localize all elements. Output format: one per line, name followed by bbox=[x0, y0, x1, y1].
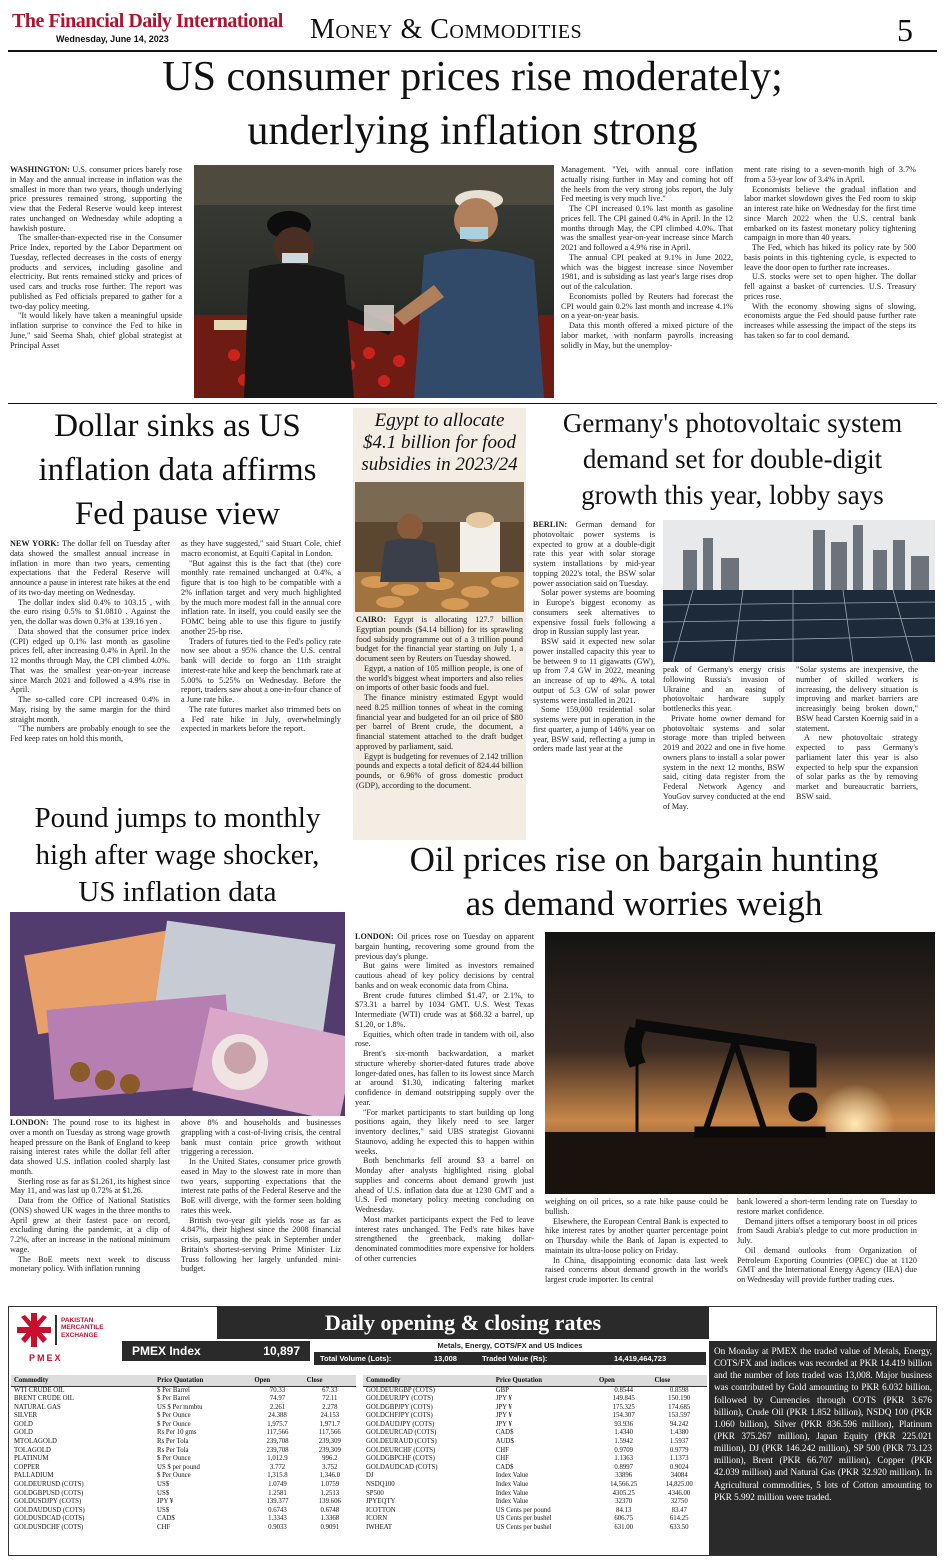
rates-subheader: Metals, Energy, COTS/FX and US Indices bbox=[437, 1341, 583, 1350]
volume-label: Total Volume (Lots): bbox=[320, 1354, 392, 1363]
table-row bbox=[11, 1507, 356, 1516]
paragraph: as they have suggested," said Stuart Cole, chief macro economist, at Equiti Capital in London. bbox=[181, 539, 341, 558]
cell-commodity: GOLDAUDCAD (COTS) bbox=[366, 1463, 438, 1471]
table-row bbox=[363, 1472, 707, 1481]
cell-open: 606.75 bbox=[614, 1515, 634, 1523]
table-row bbox=[363, 1412, 707, 1421]
table-row bbox=[11, 1481, 356, 1490]
cell-close: 614.25 bbox=[669, 1515, 689, 1523]
volume-value: 13,008 bbox=[434, 1354, 457, 1363]
paragraph: The dollar index slid 0.4% to 103.15 , with the euro rising 0.5% to $1.0810 . Against the yen, the dollar was down 0.3% at 139.16 yen . bbox=[10, 597, 170, 626]
paragraph: Sterling rose as far as $1.261, its highest since May 11, and was last up 0.72% at $1.26. bbox=[10, 1176, 170, 1196]
dateline: BERLIN: bbox=[533, 520, 568, 529]
table-row bbox=[11, 1438, 356, 1447]
cell-close: 139.606 bbox=[318, 1498, 341, 1506]
cell-price-quotation: CAD$ bbox=[157, 1515, 175, 1523]
page-number: 5 bbox=[897, 12, 913, 48]
table-row bbox=[11, 1386, 356, 1395]
cell-commodity: IWHEAT bbox=[366, 1524, 393, 1531]
table-row bbox=[363, 1395, 707, 1404]
dateline: CAIRO: bbox=[356, 615, 387, 624]
cpi-headline-line-2: underlying inflation strong bbox=[247, 108, 698, 154]
cell-open: 1.1363 bbox=[614, 1455, 634, 1463]
oil-pumpjack-photo bbox=[545, 932, 935, 1194]
cell-price-quotation: AUD$ bbox=[495, 1438, 514, 1446]
cell-price-quotation: Rs Per Tola bbox=[157, 1446, 189, 1454]
cell-commodity: GOLDUSDCHF (COTS) bbox=[14, 1524, 84, 1531]
paragraph: U.S. consumer prices barely rose in May and the annual increase in inflation was the smallest in more than two years, though underlying price pressures remained strong, supporting the view that the Federal Reserve would keep interest rates unchanged on Wednesday while adopting a hawkish posture. bbox=[10, 165, 182, 233]
cell-price-quotation: GBP bbox=[495, 1386, 509, 1394]
cell-price-quotation: $ Per Ounce bbox=[157, 1412, 191, 1420]
cell-commodity: DJ bbox=[366, 1472, 374, 1480]
cell-open: 84.13 bbox=[616, 1506, 632, 1514]
paragraph: weighing on oil prices, so a rate hike pause could be bullish. bbox=[545, 1197, 728, 1216]
header-price-quotation: Price Quotation bbox=[493, 1375, 596, 1386]
cell-price-quotation: JPY ¥ bbox=[157, 1498, 174, 1506]
cpi-column-1 bbox=[10, 165, 182, 400]
paragraph: Data this month offered a mixed picture of the labor market, with nonfarm payrolls increasing solidly in May, but the unemploy- bbox=[561, 321, 733, 350]
cell-close: 0.8598 bbox=[669, 1386, 689, 1394]
cell-price-quotation: $ Per Barrel bbox=[157, 1395, 190, 1403]
newspaper-name: The Financial Daily International bbox=[12, 10, 283, 32]
paragraph: Economists polled by Reuters had forecast the CPI would gain 0.2% last month and increase 4.1% on a year-on-year basis. bbox=[561, 291, 733, 321]
paragraph: In the United States, consumer price growth eased in May to the slowest rate in more than two years, supporting expectations that the interest rate paths of the Federal Reserve and the BoE will diverge, with the former seen holding rates this week. bbox=[181, 1157, 341, 1215]
cell-open: 32370 bbox=[615, 1498, 633, 1506]
logo-abbr: PMEX bbox=[29, 1353, 63, 1363]
cell-price-quotation: US$ bbox=[157, 1489, 170, 1497]
table-row bbox=[11, 1455, 356, 1464]
cell-commodity: NATURAL GAS bbox=[14, 1403, 61, 1411]
cell-close: 239,309 bbox=[318, 1446, 341, 1454]
paragraph: But gains were limited as investors remained cautious ahead of key policy decisions by central banks and on weak economic data from China. bbox=[355, 961, 534, 990]
germany-headline-line-3: growth this year, lobby says bbox=[581, 480, 884, 510]
oil-headline-line-1: Oil prices rise on bargain hunting bbox=[409, 840, 879, 879]
paragraph: Oil prices rose on Tuesday on apparent bargain hunting, recovering some ground from the previous day's plunge. bbox=[355, 932, 534, 961]
cell-open: 74.97 bbox=[269, 1395, 286, 1403]
cell-commodity: GOLDAUDUSD (COTS) bbox=[14, 1506, 85, 1514]
cell-close: 3.752 bbox=[322, 1463, 338, 1471]
paragraph: Demand jitters offset a temporary boost in oil prices from Saudi Arabia's pledge to cut more production in July. bbox=[737, 1216, 917, 1245]
cell-close: 32750 bbox=[670, 1498, 688, 1506]
paragraph: The Fed, which has hiked its policy rate by 500 basis points in this tightening cycle, is expected to leave the door open to further rate increases. bbox=[744, 243, 916, 272]
table-row bbox=[11, 1429, 356, 1438]
cell-close: 94.242 bbox=[669, 1420, 689, 1428]
pound-column-2 bbox=[181, 1118, 341, 1300]
cell-price-quotation: JPY ¥ bbox=[495, 1395, 512, 1403]
cell-close: 633.50 bbox=[669, 1524, 689, 1531]
cell-commodity: GOLDEURGBP (COTS) bbox=[366, 1386, 436, 1394]
cell-price-quotation: Index Value bbox=[495, 1498, 529, 1506]
germany-column-1 bbox=[533, 520, 655, 832]
issue-date: Wednesday, June 14, 2023 bbox=[56, 34, 169, 44]
commodity-table-left bbox=[11, 1375, 356, 1533]
paragraph: Egypt is allocating 127.7 billion Egyptian pounds ($4.14 billion) for its sprawling food subsidy programme out of a 3 trillion pound budget for the financial year starting on July 1, a document seen by Reuters on Tuesday showed. bbox=[356, 615, 523, 663]
cell-close: 1,346.0 bbox=[319, 1472, 341, 1480]
paragraph: With the economy showing signs of slowing, economists argue the Fed should pause further rate increases while assessing the impact of the steps its has taken so far to cool demand. bbox=[744, 301, 916, 340]
cell-close: 174.685 bbox=[668, 1403, 691, 1411]
rates-title: Daily opening & closing rates bbox=[217, 1307, 709, 1339]
header-open: Open bbox=[251, 1375, 303, 1386]
header-close: Close bbox=[651, 1375, 707, 1386]
table-row bbox=[363, 1438, 707, 1447]
cell-open: 0.9033 bbox=[268, 1524, 287, 1531]
table-row bbox=[363, 1421, 707, 1430]
cell-commodity: ICOTTON bbox=[366, 1506, 396, 1514]
cell-close: 1.5937 bbox=[669, 1438, 689, 1446]
paragraph: Elsewhere, the European Central Bank is expected to hike interest rates by another quarter percentage point on Thursday while the Bank of Japan is expected to maintain its ultra-loose policy on Friday. bbox=[545, 1216, 728, 1255]
cell-close: 996.2 bbox=[322, 1455, 338, 1463]
table-header-row bbox=[11, 1375, 356, 1386]
traded-label: Traded Value (Rs): bbox=[482, 1354, 548, 1363]
cell-commodity: GOLDEURUSD (COTS) bbox=[14, 1481, 84, 1489]
cell-open: 1,012.9 bbox=[267, 1455, 288, 1463]
dollar-column-2 bbox=[181, 539, 341, 794]
cell-open: 4305.25 bbox=[612, 1489, 635, 1497]
paragraph: The CPI increased 0.1% last month as gasoline prices fell. The CPI gained 0.4% in April. In the 12 months through May, the CPI climbed 4.0%. That was the smallest year-on-year increase since March 2021 and followed a 4.9% rise in April. bbox=[561, 204, 733, 252]
germany-headline-line-2: demand set for double-digit bbox=[582, 444, 883, 474]
paragraph: The finance ministry estimated Egypt would need 8.25 million tonnes of wheat in the coming financial year and budgeted for an oil price of $80 per barrel of Brent crude, the document, a financial statement attached to the draft budget approved by parliament, said. bbox=[356, 693, 523, 751]
cell-commodity: SILVER bbox=[14, 1412, 38, 1420]
cell-open: 0.6743 bbox=[268, 1506, 287, 1514]
cell-price-quotation: US $ Per mmbtu bbox=[157, 1403, 203, 1411]
pound-headline-line-3: US inflation data bbox=[78, 876, 277, 908]
traded-value: 14,419,464,723 bbox=[614, 1354, 667, 1363]
market-summary-note: On Monday at PMEX the traded value of Metals, Energy, COTS/FX and indices was recorded at PKR 14.419 billion and the number of lots traded was 13,008. Major business was contributed by Gold amounting to PKR 6.032 billion, followed by Currencies through COTS (PKR 3.676 billion), Crude Oil (PKR 1.852 billion), NSDQ 100 (PKR 1.060 billion), Silver (PKR 836.596 million), Platinum (PKR 375.267 million), Japan Equity (PKR 225.021 million), DJ (PKR 146.242 million), SP 500 (PKR 73.123 million), Brent (PKR 66.707 million), Copper (PKR 42.039 million) and Natural Gas (PKR 32.920 million). In Agricultural commodities, 5 lots of Cotton amounting to PKR 5.992 million were traded. bbox=[709, 1341, 937, 1555]
cell-commodity: GOLDAUDJPY (COTS) bbox=[366, 1420, 435, 1428]
cell-open: 175.325 bbox=[612, 1403, 635, 1411]
cell-close: 0.6748 bbox=[320, 1506, 340, 1514]
paragraph: Equities, which often trade in tandem with oil, also rose. bbox=[355, 1029, 534, 1049]
cell-commodity: GOLDGBPJPY (COTS) bbox=[366, 1403, 433, 1411]
cell-close: 72.11 bbox=[322, 1395, 338, 1403]
dateline: LONDON: bbox=[355, 932, 394, 941]
cell-open: 1,315.8 bbox=[267, 1472, 288, 1480]
cell-close: 0.9779 bbox=[669, 1446, 689, 1454]
cell-commodity: GOLDEURCHF (COTS) bbox=[366, 1446, 436, 1454]
paragraph: The BoE meets next week to discuss monetary policy. With inflation running bbox=[10, 1254, 170, 1274]
cell-commodity: TOLAGOLD bbox=[14, 1446, 51, 1454]
cell-close: 153.597 bbox=[668, 1412, 691, 1420]
cell-commodity: GOLDEURAUD (COTS) bbox=[366, 1438, 437, 1446]
table-header-row bbox=[363, 1375, 707, 1386]
cell-commodity: WTI CRUDE OIL bbox=[14, 1386, 65, 1394]
table-row bbox=[363, 1447, 707, 1456]
cell-close: 34084 bbox=[670, 1472, 688, 1480]
cell-close: 1.0759 bbox=[320, 1481, 340, 1489]
paragraph: U.S. stocks were set to open higher. The dollar fell against a basket of currencies. U.S. Treasury prices rose. bbox=[744, 272, 916, 301]
paragraph: In China, disappointing economic data last week raised concerns about demand growth in the world's largest crude importer. Its central bbox=[545, 1255, 728, 1284]
market-vendor-photo bbox=[194, 165, 554, 398]
cell-close: 2.278 bbox=[322, 1403, 338, 1411]
table-row bbox=[363, 1429, 707, 1438]
dateline: NEW YORK: bbox=[10, 539, 60, 548]
paragraph: "It would likely have taken a meaningful upside inflation surprise to convince the Fed to hike in June," said Seema Shah, chief global strategist at Principal Asset bbox=[10, 311, 182, 350]
cell-close: 1,971.7 bbox=[319, 1420, 341, 1428]
cell-close: 0.9091 bbox=[320, 1524, 340, 1531]
cell-open: 24.388 bbox=[268, 1412, 287, 1420]
cell-open: 1.4340 bbox=[614, 1429, 634, 1437]
egypt-body bbox=[356, 615, 523, 837]
cell-price-quotation: $ Per Barrel bbox=[157, 1386, 190, 1394]
index-value: 10,897 bbox=[263, 1344, 300, 1358]
cell-close: 1.1373 bbox=[669, 1455, 689, 1463]
cell-commodity: GOLD bbox=[14, 1420, 33, 1428]
cell-price-quotation: US Cents per bushel bbox=[495, 1515, 552, 1523]
header-price-quotation: Price Quotation bbox=[154, 1375, 251, 1386]
table-row bbox=[11, 1524, 356, 1533]
index-label: PMEX Index bbox=[132, 1344, 201, 1358]
oil-headline-line-2: as demand worries weigh bbox=[465, 884, 823, 923]
table-row bbox=[11, 1421, 356, 1430]
cell-commodity: GOLDGBPUSD (COTS) bbox=[14, 1489, 84, 1497]
cell-commodity: SP500 bbox=[366, 1489, 384, 1497]
table-row bbox=[363, 1498, 707, 1507]
masthead-rule bbox=[8, 50, 937, 52]
table-row bbox=[11, 1447, 356, 1456]
table-row bbox=[11, 1472, 356, 1481]
pmex-logo bbox=[9, 1307, 122, 1373]
paragraph: Data showed that the consumer price index (CPI) edged up 0.1% last month as gasoline prices fell, after increasing 0.4% in April. In the 12 months through May, the CPI climbed 4.0%. That was the smallest year-on-year increase since March 2021 and followed a 4.9% rise in April. bbox=[10, 626, 170, 695]
table-row bbox=[11, 1515, 356, 1524]
paragraph: Solar power systems are booming in Europe's biggest economy as consumers seek alternatives to expensive fossil fuels following a drop in Russian supply last year. bbox=[533, 588, 655, 637]
oil-column-3 bbox=[737, 1197, 917, 1300]
cpi-headline-line-1: US consumer prices rise moderately; bbox=[162, 54, 783, 100]
cell-open: 93.936 bbox=[614, 1420, 634, 1428]
dollar-headline-line-2: inflation data affirms bbox=[38, 452, 317, 488]
cell-price-quotation: US Cents per pound bbox=[495, 1506, 551, 1514]
table-row bbox=[363, 1490, 707, 1499]
paragraph: The rate futures market also trimmed bets on a Fed rate hike in July, overwhelmingly expected in markets before the report. bbox=[181, 704, 341, 734]
paragraph: Both benchmarks fell around $3 a barrel on Monday after analysts highlighted rising global supplies and concerns about demand growth just ahead of U.S. inflation data due at 1230 GMT and a U.S. Fed monetary policy meeting concluding on Wednesday. bbox=[355, 1156, 534, 1214]
cell-commodity: GOLDEURCAD (COTS) bbox=[366, 1429, 437, 1437]
paragraph: "Solar systems are inexpensive, the number of skilled workers is increasing, the delivery situation is improving and market barriers are increasingly being broken down," BSW head Carsten Koernig said in a statement. bbox=[796, 665, 918, 733]
table-row bbox=[363, 1404, 707, 1413]
table-row bbox=[363, 1386, 707, 1395]
cell-price-quotation: Index Value bbox=[495, 1481, 529, 1489]
cell-close: 14,825.00 bbox=[665, 1481, 693, 1489]
cell-price-quotation: $ Per Ounce bbox=[157, 1420, 191, 1428]
paragraph: Some 159,000 residential solar systems were put in operation in the first quarter, a jump of 146% year on year, BSW said, reflecting a jump in orders made last year at the bbox=[533, 705, 655, 754]
table-row bbox=[363, 1515, 707, 1524]
table-row bbox=[11, 1464, 356, 1473]
cell-open: 1.2581 bbox=[268, 1489, 287, 1497]
paragraph: "For market participants to start building up long positions again, they likely need to see larger inventory declines," said UBS strategist Giovanni Staunovo, adding he expected this to happen within weeks. bbox=[355, 1107, 534, 1156]
cell-commodity: GOLDGBPCHF (COTS) bbox=[366, 1455, 435, 1463]
cell-close: 150.190 bbox=[668, 1395, 691, 1403]
paragraph: peak of Germany's energy crisis following Russia's invasion of Ukraine and an easing of photovoltaic hardware supply bottlenecks this year. bbox=[663, 665, 785, 713]
cell-commodity: NSDQ100 bbox=[366, 1481, 395, 1489]
cell-commodity: GOLDUSDCAD (COTS) bbox=[14, 1515, 85, 1523]
cell-open: 2.261 bbox=[269, 1403, 286, 1411]
cell-close: 1.2513 bbox=[320, 1489, 340, 1497]
cell-close: 1.3368 bbox=[320, 1515, 340, 1523]
cell-commodity: ICORN bbox=[366, 1515, 388, 1523]
paragraph: British two-year gilt yields rose as far as 4.847%, their highest since the 2008 financial crisis, surpassing the peak in September under Britain's shortest-serving Prime Minister Liz Truss following her largely unfunded mini-budget. bbox=[181, 1215, 341, 1274]
cell-open: 154.307 bbox=[612, 1412, 635, 1420]
cell-close: 67.33 bbox=[322, 1386, 338, 1394]
cell-close: 239,309 bbox=[318, 1438, 341, 1446]
paragraph: BSW said it expected new solar power installed capacity this year to be between 9 to 11 gigawatts (GW), up from 7.4 GW in 2022, meaning an increase of up to 49%. A total output of 5.3 GW of solar power systems were installed in 2021. bbox=[533, 637, 655, 705]
cell-open: 33896 bbox=[615, 1472, 633, 1480]
paragraph: "But against this is the fact that (the) core monthly rate remained unchanged at 0.4%, a figure that is too high to be compatible with a 2% inflation target and very much highlighted by the much more modest fall in the annual core inflation rate. In itself, you could easily see the FOMC being able to use this figure to justify another 25-bp rise. bbox=[181, 558, 341, 636]
cell-price-quotation: Index Value bbox=[495, 1472, 529, 1480]
cell-close: 0.9024 bbox=[669, 1463, 689, 1471]
cell-commodity: GOLDCHFJPY (COTS) bbox=[366, 1412, 433, 1420]
header-close: Close bbox=[304, 1375, 356, 1386]
cpi-column-2 bbox=[561, 165, 733, 400]
oil-column-1 bbox=[355, 932, 534, 1300]
table-row bbox=[11, 1395, 356, 1404]
solar-panels-photo bbox=[663, 520, 935, 662]
cell-open: 3.772 bbox=[269, 1463, 286, 1471]
table-row bbox=[363, 1464, 707, 1473]
cell-open: 1,975.7 bbox=[267, 1420, 288, 1428]
cell-price-quotation: Rs Per Tola bbox=[157, 1438, 189, 1446]
cell-price-quotation: $ Per Ounce bbox=[157, 1455, 191, 1463]
oil-column-2 bbox=[545, 1197, 728, 1300]
cell-close: 117,566 bbox=[318, 1429, 341, 1437]
dateline: LONDON: bbox=[10, 1118, 49, 1127]
table-row bbox=[363, 1481, 707, 1490]
paragraph: The so-called core CPI increased 0.4% in May, rising by the same margin for the third straight month. bbox=[10, 695, 170, 724]
cell-commodity: COPPER bbox=[14, 1463, 40, 1471]
cell-open: 631.00 bbox=[614, 1524, 634, 1531]
pound-column-1 bbox=[10, 1118, 170, 1300]
paragraph: Economists believe the gradual inflation and labor market slowdown gives the Fed room to skip an interest rate hike on Wednesday for the first time since March 2022 when the U.S. central bank embarked on its fastest monetary policy tightening campaign in more than 40 years. bbox=[744, 184, 916, 243]
cell-price-quotation: JPY ¥ bbox=[495, 1420, 512, 1428]
table-row bbox=[11, 1498, 356, 1507]
cell-open: 239,708 bbox=[266, 1438, 289, 1446]
cell-open: 70.33 bbox=[269, 1386, 286, 1394]
cell-commodity: GOLDEURJPY (COTS) bbox=[366, 1395, 434, 1403]
cell-close: 4346.00 bbox=[668, 1489, 691, 1497]
pmex-index-bar bbox=[122, 1341, 310, 1361]
cell-commodity: PLATINUM bbox=[14, 1455, 49, 1463]
paragraph: German demand for photovoltaic power systems is expected to grow at a double-digit rate this year with solar storage system installations by mid-year topping 2022's total, the BSW solar power association said on Tuesday. bbox=[533, 520, 655, 588]
paragraph: above 8% and households and businesses grappling with a cost-of-living crisis, the central bank must contain price growth without triggering a recession. bbox=[181, 1118, 341, 1157]
paragraph: A new photovoltaic strategy expected to pass Germany's parliament later this year is also expected to help spur the expansion of solar parks as the by removing market and bureaucratic barriers, BSW said. bbox=[796, 733, 918, 801]
dollar-headline-line-3: Fed pause view bbox=[74, 496, 281, 532]
paragraph: Brent crude futures climbed $1.47, or 2.1%, to $73.31 a barrel by 1034 GMT. U.S. West Texas Intermediate (WTI) crude was at $68.32 a barrel, up $1.20, or 1.8%. bbox=[355, 990, 534, 1029]
cell-price-quotation: CAD$ bbox=[495, 1463, 514, 1471]
paragraph: Traders of futures tied to the Fed's policy rate now see about a 95% chance the U.S. central bank will decide to forgo an 11th straight interest-rate hike and keep the benchmark rate at 5.00% to 5.25% on Wednesday. Before the report, traders saw about a one-in-four chance of a June rate hike. bbox=[181, 636, 341, 704]
germany-column-2 bbox=[663, 665, 785, 832]
cell-commodity: GOLDUSDJPY (COTS) bbox=[14, 1498, 82, 1506]
paragraph: Egypt is budgeting for revenues of 2.142 trillion pounds and expects a total deficit of 824.44 billion pounds, or 6.96% of gross domestic product (GDP), according to the document. bbox=[356, 751, 523, 790]
paragraph: Private home owner demand for photovoltaic systems and solar storage more than tripled between 2019 and 2022 and one in five home owners plans to install a solar power system in the next 12 months, BSW said, citing data register from the Federal Network Agency and YouGov survey conducted at the end of May. bbox=[663, 713, 785, 811]
paragraph: ment rate rising to a seven-month high of 3.7% from a 53-year low of 3.4% in April. bbox=[744, 165, 916, 184]
cpi-column-3 bbox=[744, 165, 916, 400]
cell-commodity: GOLD bbox=[14, 1429, 33, 1437]
paragraph: The annual CPI peaked at 9.1% in June 2022, which was the biggest increase since November 1981, and is subsiding as last year's large rises drop out of the calculation. bbox=[561, 252, 733, 291]
cell-open: 1.0749 bbox=[268, 1481, 287, 1489]
cell-open: 117,566 bbox=[266, 1429, 289, 1437]
cell-open: 139.377 bbox=[266, 1498, 289, 1506]
cell-open: 149.845 bbox=[612, 1395, 635, 1403]
cell-open: 0.8544 bbox=[614, 1386, 634, 1394]
table-row bbox=[11, 1412, 356, 1421]
paragraph: bank lowered a short-term lending rate on Tuesday to restore market confidence. bbox=[737, 1197, 917, 1216]
cell-price-quotation: $ Per Ounce bbox=[157, 1472, 191, 1480]
cell-price-quotation: JPY ¥ bbox=[495, 1403, 512, 1411]
paragraph: Brent's six-month backwardation, a market structure whereby shorter-dated futures trade above longer-dated ones, has fallen to its lowest since March at around $1.30, indicating faltering market confidence in demand outstripping supply over the year. bbox=[355, 1049, 534, 1107]
cell-open: 1.3343 bbox=[268, 1515, 287, 1523]
header-commodity: Commodity bbox=[11, 1375, 154, 1386]
cell-commodity: PALLADIUM bbox=[14, 1472, 54, 1480]
paragraph: Management. "Yet, with annual core inflation actually rising further in May and coming hot off the heels from the very strong jobs report, the July Fed meeting is very much live." bbox=[561, 165, 733, 204]
logo-text: PAKISTAN MERCANTILE EXCHANGE bbox=[61, 1317, 104, 1339]
volume-bar bbox=[314, 1352, 706, 1365]
bread-vendor-photo bbox=[355, 482, 524, 612]
header-open: Open bbox=[596, 1375, 652, 1386]
cell-price-quotation: JPY ¥ bbox=[495, 1412, 512, 1420]
cell-price-quotation: US$ bbox=[157, 1506, 170, 1514]
paragraph: The dollar fell on Tuesday after data showed the smallest annual increase in inflation in more than two years, cementing expectations that the Federal Reserve will announce a pause in interest rate hikes at the end of its two-day meeting on Wednesday. bbox=[10, 539, 171, 597]
table-row bbox=[363, 1455, 707, 1464]
cell-close: 83.47 bbox=[671, 1506, 687, 1514]
cell-price-quotation: US $ per pound bbox=[157, 1463, 200, 1471]
cell-open: 0.8997 bbox=[614, 1463, 634, 1471]
cell-open: 14,566.25 bbox=[610, 1481, 638, 1489]
cell-open: 0.9709 bbox=[614, 1446, 634, 1454]
pound-headline-line-1: Pound jumps to monthly bbox=[34, 802, 321, 834]
header-commodity: Commodity bbox=[363, 1375, 493, 1386]
paragraph: Data from the Office of National Statistics (ONS) showed UK wages in the three months to April grew at their fastest pace on record, excluding during the pandemic, at a clip of 7.2%, after an increase in the national minimum wage. bbox=[10, 1196, 170, 1254]
cell-open: 1.5942 bbox=[614, 1438, 634, 1446]
cell-price-quotation: Index Value bbox=[495, 1489, 529, 1497]
table-row bbox=[363, 1507, 707, 1516]
germany-column-3 bbox=[796, 665, 918, 832]
rates-panel bbox=[8, 1306, 937, 1556]
commodity-table-right bbox=[363, 1375, 707, 1533]
egypt-headline: Egypt to allocate $4.1 billion for food subsidies in 2023/24 bbox=[361, 410, 518, 475]
cell-price-quotation: US Cents per bushel bbox=[495, 1524, 552, 1531]
banknotes-photo bbox=[10, 912, 345, 1116]
cell-close: 24.153 bbox=[320, 1412, 340, 1420]
paragraph: Oil demand outlooks from Organization of Petroleum Exporting Countries (OPEC) due at 1120 GMT and the International Energy Agency (IEA) due on Wednesday will provide further trading cues. bbox=[737, 1245, 917, 1284]
cell-price-quotation: CHF bbox=[157, 1524, 171, 1531]
dollar-column-1 bbox=[10, 539, 170, 794]
paragraph: The smaller-than-expected rise in the Consumer Price Index, reported by the Labor Department on Tuesday, reflected decreases in the costs of energy products and services, including gasoline and electricity. But rents remained sticky and prices of used cars and trucks rose further. The report was published as Fed officials prepared to gather for a two-day policy meeting. bbox=[10, 233, 182, 311]
paragraph: Most market participants expect the Fed to leave interest rates unchanged. The Fed's rate hikes have strengthened the greenback, making dollar-denominated commodities more expensive for holders of other currencies bbox=[355, 1214, 534, 1263]
pound-headline-line-2: high after wage shocker, bbox=[35, 839, 320, 871]
germany-headline-line-1: Germany's photovoltaic system bbox=[562, 408, 903, 438]
cell-price-quotation: US$ bbox=[157, 1481, 170, 1489]
cell-close: 1.4380 bbox=[669, 1429, 689, 1437]
table-row bbox=[11, 1404, 356, 1413]
cell-price-quotation: CHF bbox=[495, 1446, 509, 1454]
cell-price-quotation: CHF bbox=[495, 1455, 509, 1463]
cell-commodity: BRENT CRUDE OIL bbox=[14, 1395, 74, 1403]
section-title: Money & Commodities bbox=[310, 14, 583, 45]
dateline: WASHINGTON: bbox=[10, 165, 70, 174]
cell-price-quotation: Rs Per 10 gms bbox=[157, 1429, 197, 1437]
dollar-headline-line-1: Dollar sinks as US bbox=[54, 408, 301, 444]
cell-open: 239,708 bbox=[266, 1446, 289, 1454]
paragraph: "The numbers are probably enough to see the Fed keep rates on hold this month, bbox=[10, 724, 170, 743]
cell-commodity: MTOLAGOLD bbox=[14, 1438, 57, 1446]
paragraph: The pound rose to its highest in over a month on Tuesday as strong wage growth heaped pressure on the Bank of England to keep raising interest rates while the dollar fell after data showed U.S. inflation cooled sharply last month. bbox=[10, 1118, 170, 1176]
table-row bbox=[363, 1524, 707, 1533]
paragraph: Egypt, a nation of 105 million people, is one of the world's biggest wheat importers and also relies on imports of other basic foods and fuel. bbox=[356, 663, 523, 693]
section-divider bbox=[8, 403, 937, 404]
cell-price-quotation: CAD$ bbox=[495, 1429, 514, 1437]
cell-commodity: JPYEQTY bbox=[366, 1498, 396, 1506]
table-row bbox=[11, 1490, 356, 1499]
